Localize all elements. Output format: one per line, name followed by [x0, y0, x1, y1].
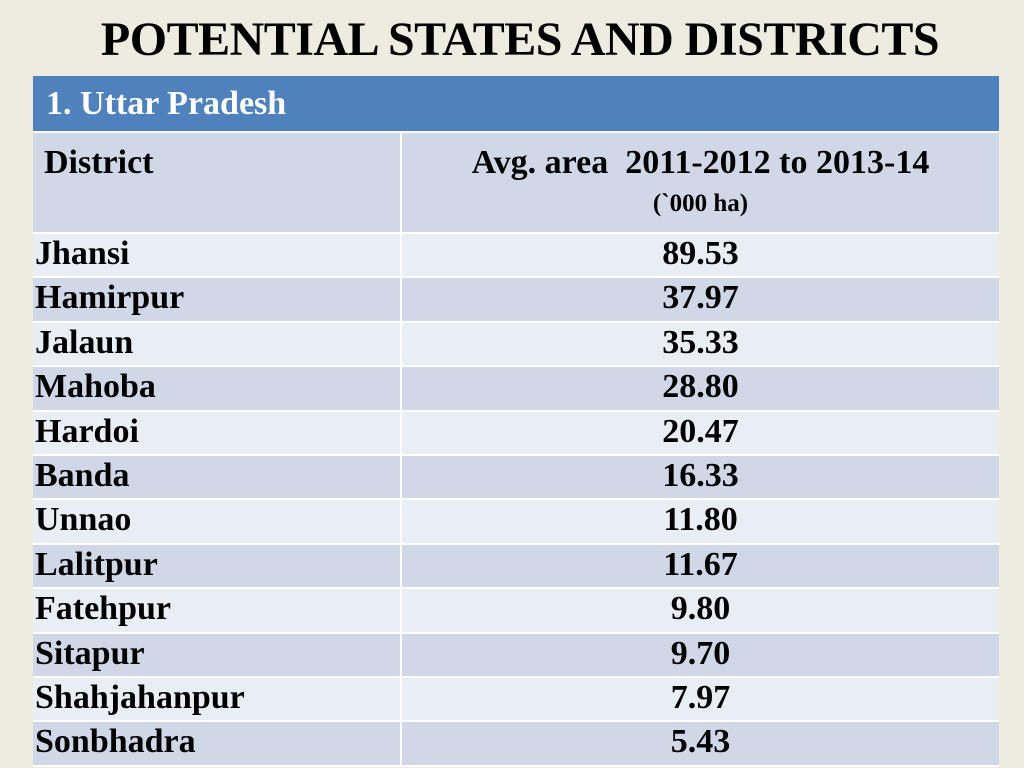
table-row	[33, 634, 999, 678]
table-row	[33, 545, 999, 589]
table-row	[33, 678, 999, 722]
column-header-row	[33, 133, 999, 234]
state-name: 1. Uttar Pradesh	[46, 85, 287, 122]
table-row	[33, 323, 999, 367]
district-cell: Lalitpur	[33, 545, 402, 587]
table-row	[33, 412, 999, 456]
area-cell: 89.53	[402, 234, 999, 276]
districts-table	[33, 76, 999, 767]
state-header-row	[33, 76, 999, 133]
district-header-label: District	[44, 144, 154, 181]
district-cell: Mahoba	[33, 367, 402, 409]
area-column-header	[402, 133, 999, 232]
table-row	[33, 234, 999, 278]
district-cell: Jalaun	[33, 323, 402, 365]
area-cell: 16.33	[402, 456, 999, 498]
area-cell: 20.47	[402, 412, 999, 454]
area-cell: 9.80	[402, 589, 999, 631]
area-cell: 11.80	[402, 500, 999, 542]
slide-title: POTENTIAL STATES AND DISTRICTS	[100, 13, 940, 66]
district-cell: Sonbhadra	[33, 722, 402, 764]
district-cell: Hamirpur	[33, 278, 402, 320]
district-cell: Shahjahanpur	[33, 678, 402, 720]
area-cell: 11.67	[402, 545, 999, 587]
area-cell: 7.97	[402, 678, 999, 720]
area-cell: 9.70	[402, 634, 999, 676]
district-cell: Sitapur	[33, 634, 402, 676]
table-row	[33, 589, 999, 633]
table-row	[33, 367, 999, 411]
table-row	[33, 456, 999, 500]
district-cell: Hardoi	[33, 412, 402, 454]
district-cell: Banda	[33, 456, 402, 498]
area-cell: 35.33	[402, 323, 999, 365]
district-cell: Unnao	[33, 500, 402, 542]
table-row	[33, 722, 999, 766]
area-header-label: Avg. area 2011-2012 to 2013-14	[471, 144, 930, 181]
area-cell: 5.43	[402, 722, 999, 764]
area-unit-label: (`000 ha)	[652, 190, 749, 217]
district-cell: Fatehpur	[33, 589, 402, 631]
table-row	[33, 500, 999, 544]
area-cell: 37.97	[402, 278, 999, 320]
area-cell: 28.80	[402, 367, 999, 409]
district-column-header	[33, 133, 402, 232]
district-cell: Jhansi	[33, 234, 402, 276]
table-row	[33, 278, 999, 322]
